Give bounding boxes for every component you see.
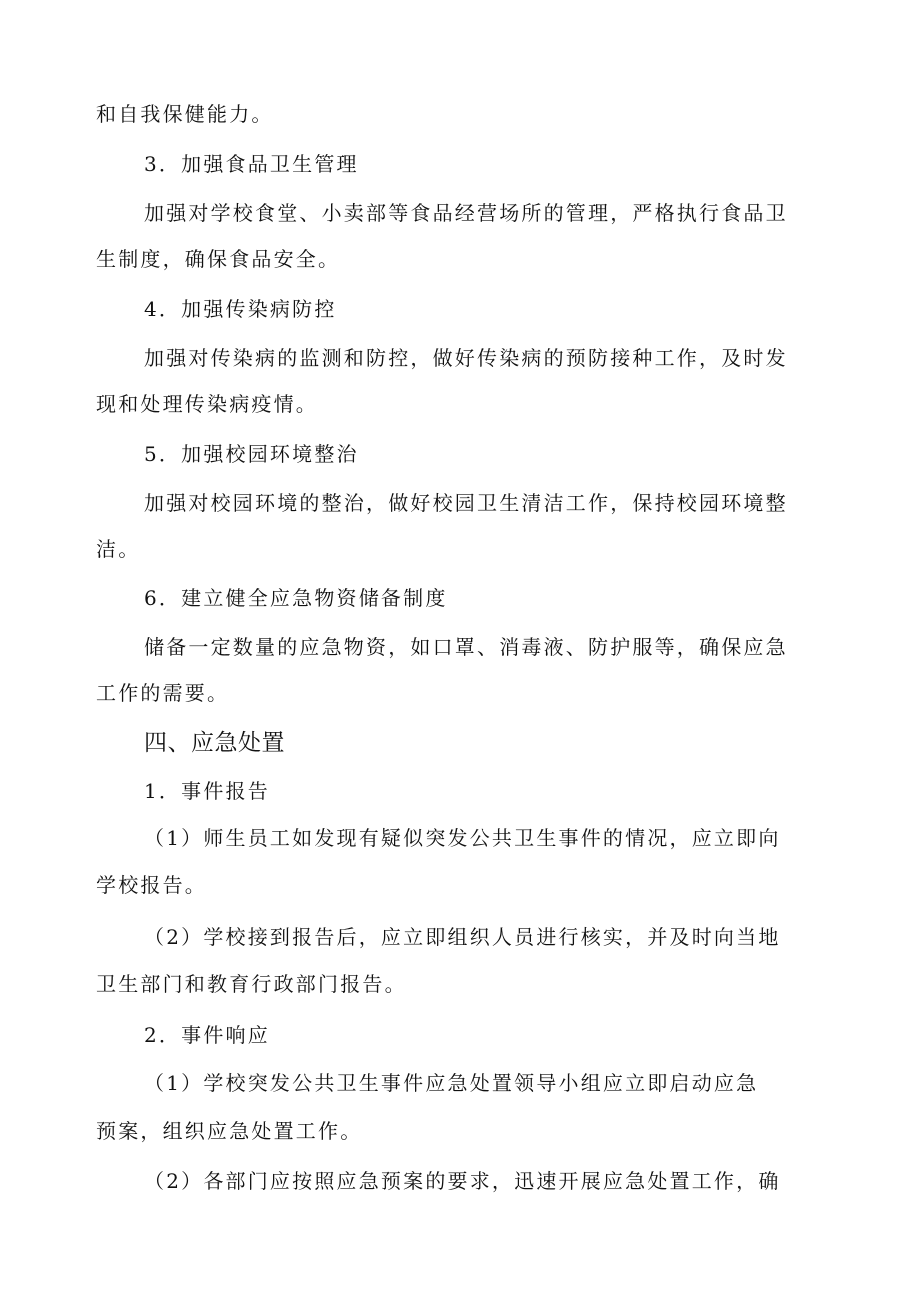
paragraph-line: 和自我保健能力。	[96, 102, 274, 126]
subheading-infectious-disease: 4．加强传染病防控	[144, 297, 337, 321]
paragraph-line: （1）师生员工如发现有疑似突发公共卫生事件的情况，应立即向	[144, 826, 781, 850]
paragraph-line: 洁。	[96, 537, 141, 561]
paragraph-line: 预案，组织应急处置工作。	[96, 1119, 363, 1143]
paragraph-line: （1）学校突发公共卫生事件应急处置领导小组应立即启动应急	[144, 1071, 759, 1095]
paragraph-line: 储备一定数量的应急物资，如口罩、消毒液、防护服等，确保应急	[144, 635, 788, 659]
subheading-campus-environment: 5．加强校园环境整治	[144, 442, 359, 466]
paragraph-line: 卫生部门和教育行政部门报告。	[96, 972, 407, 996]
paragraph-line: 生制度，确保食品安全。	[96, 247, 341, 271]
paragraph-line: 加强对校园环境的整治，做好校园卫生清洁工作，保持校园环境整	[144, 491, 788, 515]
section-heading-emergency-response: 四、应急处置	[144, 730, 285, 756]
subheading-incident-report: 1．事件报告	[144, 779, 270, 803]
paragraph-line: 工作的需要。	[96, 681, 230, 705]
paragraph-line: 加强对传染病的监测和防控，做好传染病的预防接种工作，及时发	[144, 346, 788, 370]
subheading-emergency-supplies: 6．建立健全应急物资储备制度	[144, 586, 448, 610]
paragraph-line: （2）学校接到报告后，应立即组织人员进行核实，并及时向当地	[144, 925, 781, 949]
subheading-incident-response: 2．事件响应	[144, 1023, 270, 1047]
subheading-food-hygiene: 3．加强食品卫生管理	[144, 152, 359, 176]
paragraph-line: （2）各部门应按照应急预案的要求，迅速开展应急处置工作，确	[144, 1169, 781, 1193]
paragraph-line: 现和处理传染病疫情。	[96, 392, 318, 416]
paragraph-line: 加强对学校食堂、小卖部等食品经营场所的管理，严格执行食品卫	[144, 201, 788, 225]
paragraph-line: 学校报告。	[96, 873, 207, 897]
